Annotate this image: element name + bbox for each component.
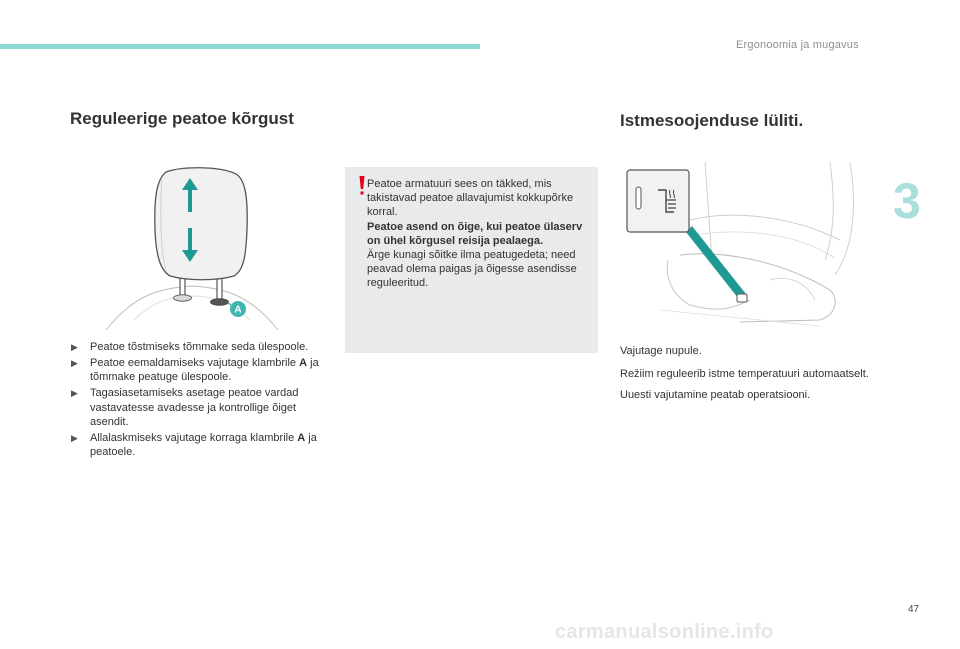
list-item: ▶ Tagasiasetamiseks asetage peatoe vardad vastavatesse avadesse ja kontrollige õiget asendit. (71, 387, 299, 429)
top-accent-bar (0, 44, 480, 49)
watermark: carmanualsonline.info (555, 621, 774, 643)
seat-heater-description (620, 344, 870, 409)
list-item: ▶ Peatoe eemaldamiseks vajutage klambrile A ja tõmmake peatuge ülespoole. (71, 356, 319, 384)
seat-heater-diagram (620, 160, 865, 328)
instruction-list (70, 340, 325, 461)
warning-line-2: Peatoe asend on õige, kui peatoe ülaserv on ühel kõrgusel reisija pealaega. (367, 220, 583, 247)
section-header: Ergonoomia ja mugavus (736, 39, 859, 51)
bullet-arrow-icon: ▶ (71, 342, 78, 352)
warning-box (345, 167, 598, 353)
page-number: 47 (908, 604, 920, 615)
warning-line-1: Peatoe armatuuri sees on täkked, mis takistavad peatoe allavajumist kokkupõrke korral. (367, 178, 574, 219)
bullet-arrow-icon: ▶ (71, 388, 78, 399)
warning-exclamation-icon (358, 176, 366, 196)
list-item: ▶ Peatoe tõstmiseks tõmmake seda ülespoole. (71, 341, 309, 353)
bullet-arrow-icon: ▶ (71, 357, 78, 368)
bullet-arrow-icon: ▶ (71, 432, 78, 443)
chapter-number: 3 (893, 173, 921, 229)
marker-label-a: A (234, 304, 242, 316)
paragraph: Uuesti vajutamine peatab operatsiooni. (620, 389, 811, 401)
heading-headrest: Reguleerige peatoe kõrgust (70, 109, 294, 128)
warning-text (367, 177, 595, 291)
paragraph: Režiim reguleerib istme temperatuuri automaatselt. (620, 368, 869, 380)
paragraph: Vajutage nupule. (620, 345, 702, 357)
heading-seat-heater: Istmesoojenduse lüliti. (620, 111, 804, 130)
headrest-diagram (104, 160, 280, 334)
list-item: ▶ Allalaskmiseks vajutage korraga klambrile A ja peatoele. (71, 431, 317, 459)
warning-line-3: Ärge kunagi sõitke ilma peatugedeta; need peavad olema paigas ja õigesse asendisse reguleeritud. (367, 249, 577, 290)
